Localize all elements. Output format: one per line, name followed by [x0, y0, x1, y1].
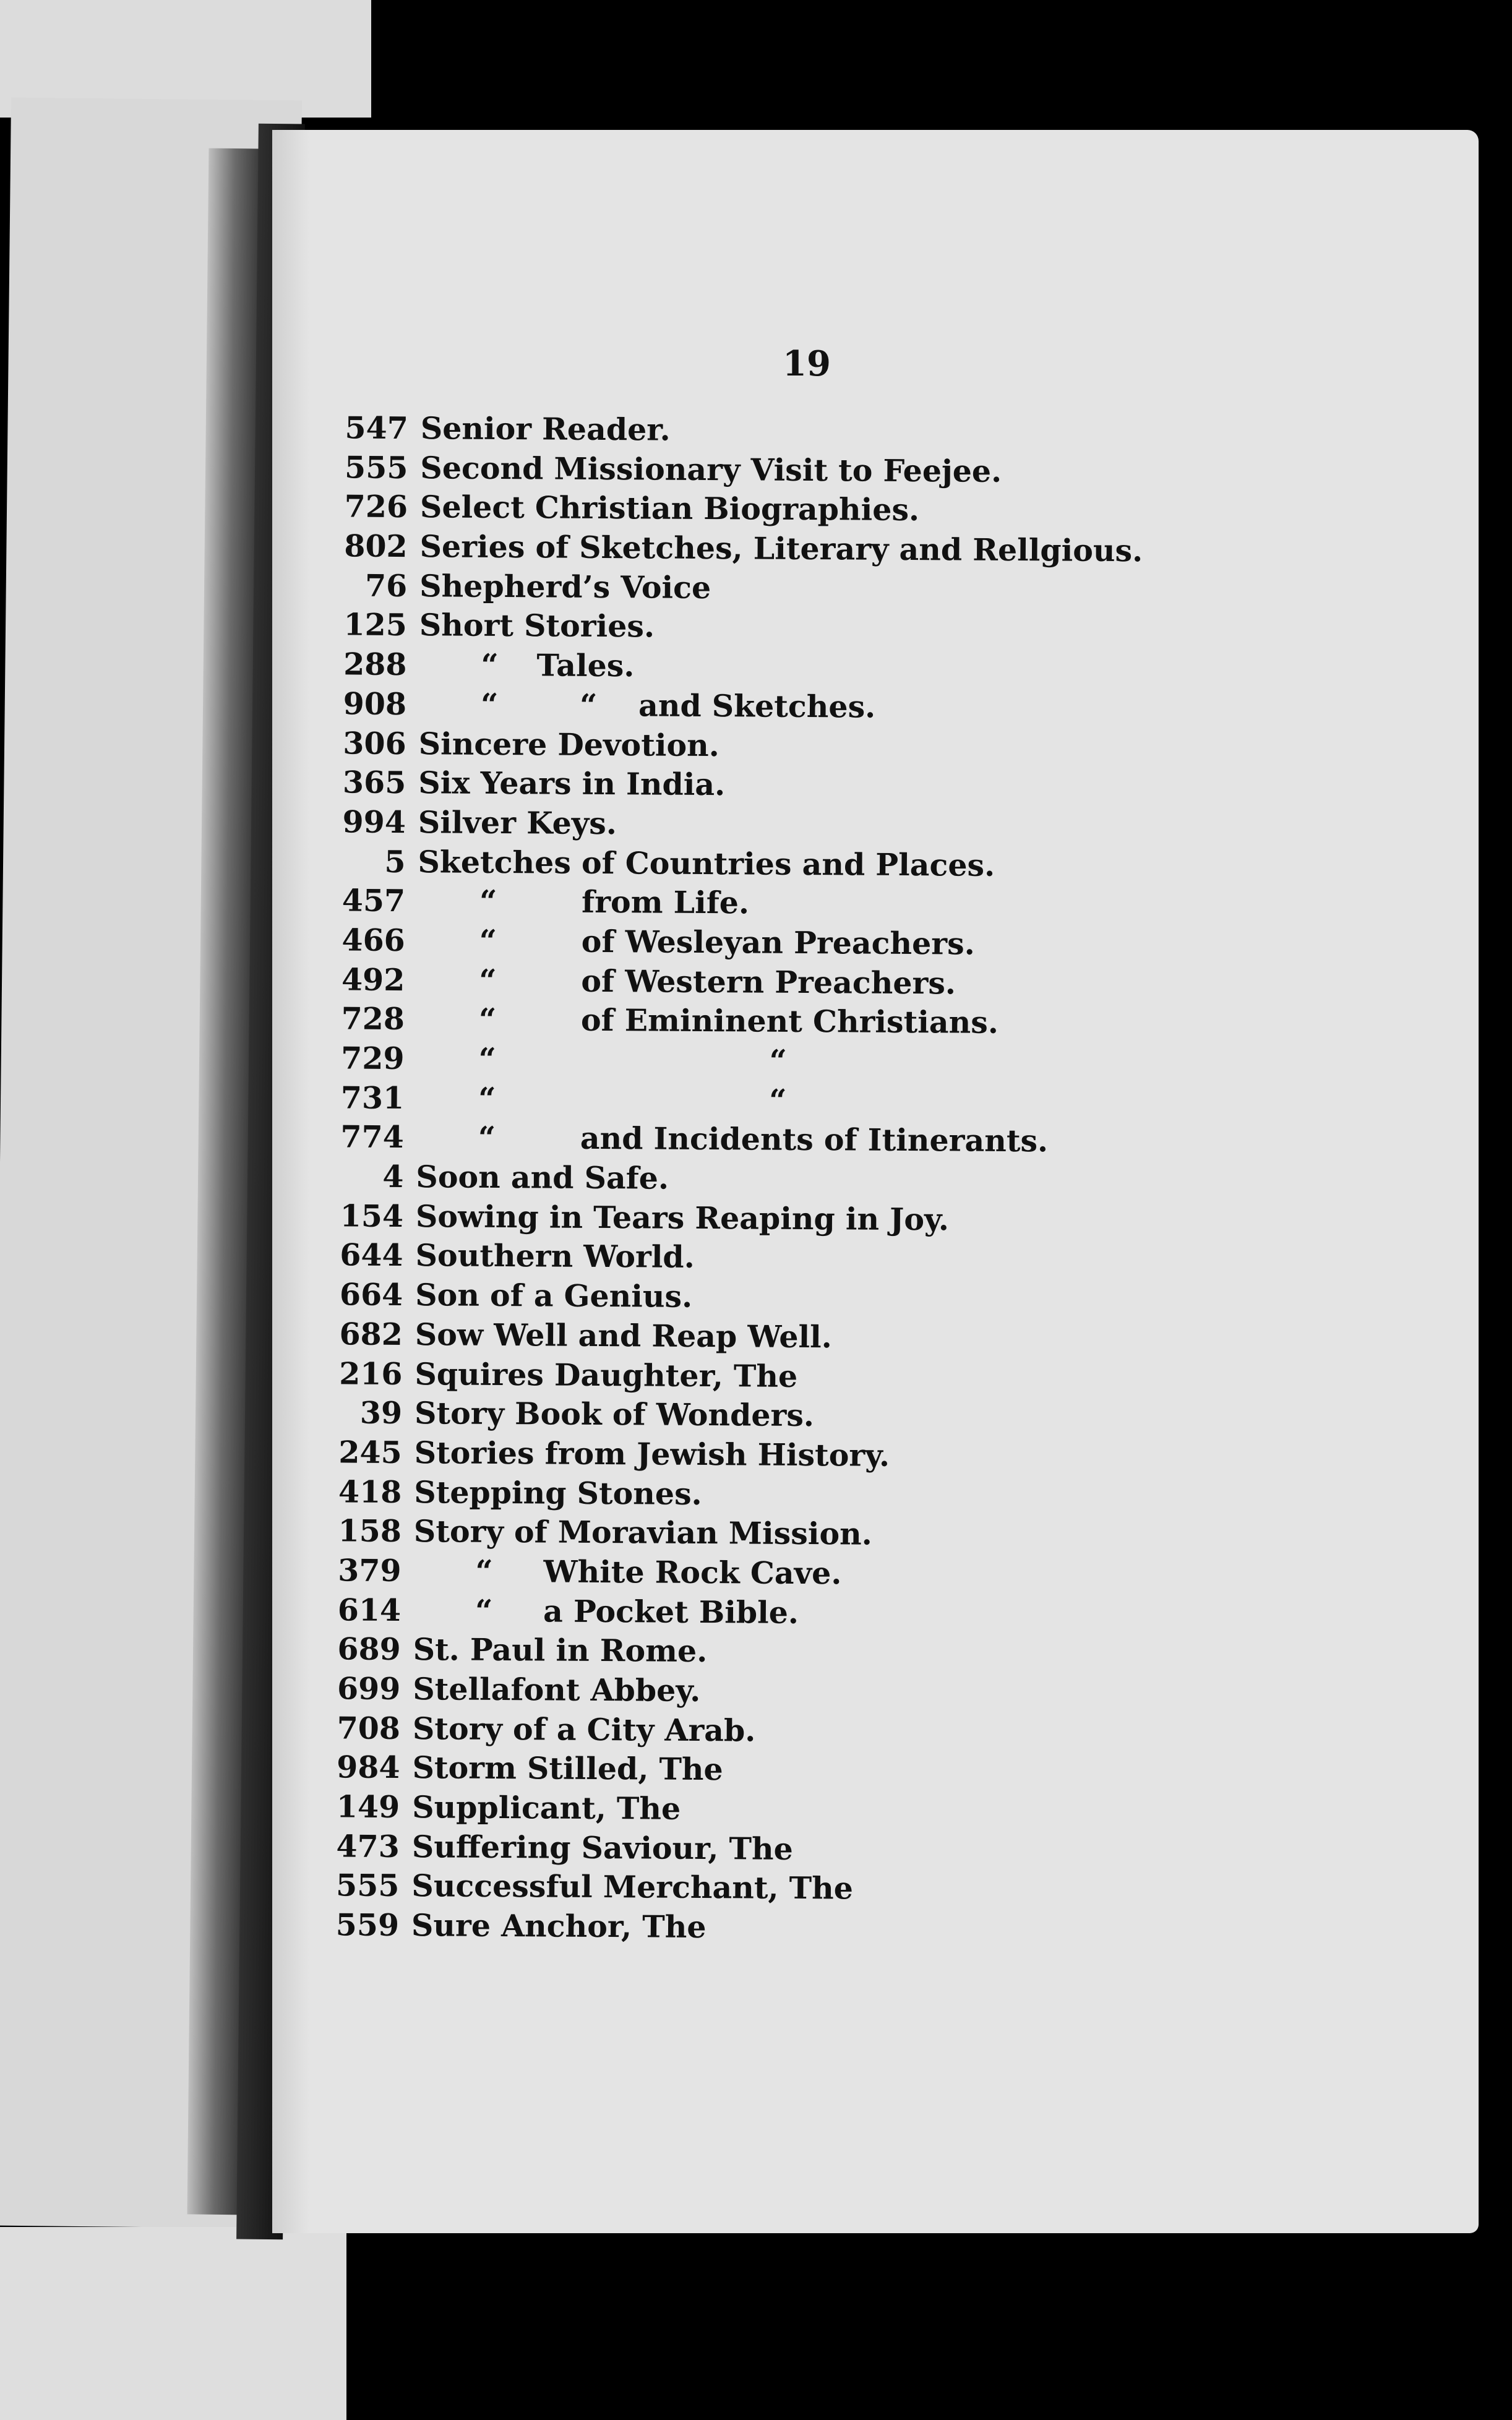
catalog-entry: [296, 1433, 1472, 1479]
ditto-mark: “: [478, 1120, 496, 1156]
entry-number: 125: [343, 606, 408, 643]
entry-number: 728: [341, 1000, 405, 1037]
catalog-entry: [298, 1315, 1473, 1361]
entry-number: 457: [341, 882, 406, 919]
entry-title: Southern World.: [415, 1237, 695, 1276]
entry-title: Story Book of Wonders.: [414, 1395, 815, 1434]
entry-number: 731: [340, 1079, 405, 1116]
entry-number: 154: [340, 1198, 404, 1234]
entry-number: 699: [337, 1670, 401, 1707]
entry-number: 708: [337, 1710, 401, 1746]
entry-title: White Rock Cave.: [543, 1553, 842, 1592]
entry-title: Select Christian Biographies.: [419, 489, 920, 528]
ditto-mark: “: [478, 1080, 496, 1117]
catalog-entry: [296, 1590, 1471, 1637]
catalog-entry: [302, 526, 1477, 573]
ditto-mark: “: [579, 687, 598, 723]
entry-number: 555: [335, 1867, 400, 1904]
entry-number: 306: [343, 724, 406, 762]
entry-number: 365: [342, 764, 406, 801]
ditto-mark: “: [480, 686, 499, 723]
catalog-entry: [294, 1866, 1469, 1912]
entry-number: 288: [343, 646, 407, 683]
catalog-entry: [296, 1511, 1472, 1558]
ditto-mark: “: [481, 646, 499, 684]
entry-number: 379: [338, 1552, 402, 1589]
entry-title: Sowing in Tears Reaping in Joy.: [415, 1198, 950, 1238]
catalog-entry: [296, 1472, 1472, 1519]
entry-number: 216: [338, 1355, 403, 1392]
entry-number: 559: [335, 1907, 400, 1944]
entry-title: Story of Moravian Mission.: [413, 1513, 872, 1552]
entry-title: Sow Well and Reap Well.: [415, 1316, 832, 1355]
catalog-entry: [294, 1787, 1470, 1834]
entry-number: 682: [339, 1316, 403, 1352]
catalog-entry: [301, 763, 1476, 809]
entry-title: and Incidents of Itinerants.: [580, 1120, 1049, 1159]
entry-number: 729: [341, 1040, 405, 1077]
catalog-entry: [301, 645, 1477, 691]
catalog-entry: [297, 1354, 1472, 1400]
catalog-entry: [303, 408, 1479, 455]
entry-number: 547: [345, 410, 408, 447]
catalog-entry: [301, 723, 1476, 770]
catalog-entry: [298, 1157, 1474, 1203]
entry-title: and Sketches.: [638, 687, 876, 725]
ditto-mark: “: [478, 1041, 496, 1077]
entry-title: Storm Stilled, The: [412, 1749, 723, 1788]
entry-title: Squires Daughter, The: [415, 1355, 798, 1394]
catalog-entry: [299, 960, 1475, 1006]
entry-number: 908: [343, 685, 407, 722]
ditto-mark: “: [475, 1553, 493, 1589]
entry-title: from Life.: [581, 884, 750, 921]
catalog-entry: [300, 881, 1475, 927]
ditto-mark: “: [478, 1002, 497, 1038]
catalog-entry: [299, 1117, 1474, 1164]
catalog-entry: [296, 1629, 1471, 1676]
entry-number: 644: [340, 1237, 403, 1274]
catalog-entry: [302, 566, 1477, 612]
entry-number: 473: [336, 1828, 400, 1864]
catalog-entry: [294, 1905, 1469, 1952]
entry-title: Soon and Safe.: [416, 1159, 669, 1196]
catalog-entry: [302, 605, 1477, 651]
entry-title: Stellafont Abbey.: [413, 1671, 701, 1709]
entry-title: St. Paul in Rome.: [413, 1631, 708, 1670]
entry-title: Series of Sketches, Literary and Rellgious.: [419, 528, 1143, 569]
entry-number: 158: [338, 1513, 402, 1550]
entry-title: of Western Preachers.: [581, 963, 956, 1002]
entry-title: Sincere Devotion.: [418, 725, 719, 763]
entry-number: 614: [337, 1592, 402, 1628]
entry-title: Supplicant, The: [412, 1789, 681, 1827]
entry-title: of Emininent Christians.: [580, 1002, 999, 1041]
entry-number: 466: [341, 922, 405, 958]
entry-number: 664: [339, 1276, 403, 1313]
entry-title: a Pocket Bible.: [543, 1593, 799, 1631]
ditto-mark: “: [479, 883, 497, 920]
entry-title: of Wesleyan Preachers.: [581, 923, 975, 962]
ditto-mark: “: [769, 1082, 787, 1118]
catalog-entry: [297, 1393, 1472, 1440]
catalog-entry: [295, 1669, 1471, 1715]
ditto-mark: “: [769, 1042, 787, 1079]
catalog-entry: [298, 1196, 1474, 1243]
entry-title: Short Stories.: [419, 607, 655, 645]
entry-title: Tales.: [536, 647, 635, 684]
catalog-entry: [299, 1078, 1474, 1125]
entry-number: 76: [364, 567, 408, 604]
catalog-entry: [294, 1748, 1470, 1794]
entry-number: 245: [338, 1434, 402, 1470]
entry-number: 802: [344, 528, 408, 565]
catalog-entry: [299, 1039, 1474, 1085]
entry-number: 555: [344, 449, 408, 486]
catalog-entry: [295, 1709, 1471, 1755]
catalog-entry: [300, 920, 1475, 967]
ditto-mark: “: [479, 922, 497, 959]
entry-number: 149: [336, 1788, 400, 1826]
entry-title: Stories from Jewish History.: [414, 1435, 890, 1474]
catalog-entry: [298, 1275, 1473, 1321]
previous-page-bottom-scrap: [0, 2227, 346, 2420]
entry-title: Suffering Saviour, The: [411, 1828, 793, 1867]
entry-number: 984: [337, 1749, 400, 1786]
ditto-mark: “: [479, 962, 497, 998]
entry-number: 774: [340, 1118, 404, 1156]
entry-title: Shepherd’s Voice: [419, 567, 711, 606]
entry-title: Silver Keys.: [418, 804, 617, 841]
catalog-entry: [300, 842, 1475, 888]
page-number: 19: [783, 343, 831, 384]
entry-title: Sure Anchor, The: [411, 1907, 707, 1946]
entry-number: 726: [344, 488, 408, 525]
entry-title: Sketches of Countries and Places.: [418, 843, 995, 883]
entry-title: Successful Merchant, The: [411, 1868, 854, 1907]
entry-title: Six Years in India.: [418, 765, 726, 803]
entry-title: Stepping Stones.: [414, 1474, 702, 1512]
catalog-entry: [303, 448, 1478, 494]
catalog-list: [294, 408, 1479, 1952]
entry-number: 689: [337, 1631, 401, 1668]
catalog-entry: [294, 1827, 1470, 1873]
catalog-entry: [298, 1235, 1473, 1282]
catalog-entry: [296, 1551, 1471, 1597]
catalog-entry: [299, 999, 1475, 1045]
entry-title: Story of a City Arab.: [412, 1710, 756, 1749]
entry-number: 5: [384, 843, 406, 880]
entry-title: Senior Reader.: [420, 410, 671, 448]
catalog-entry: [301, 684, 1477, 731]
entry-title: Second Missionary Visit to Feejee.: [420, 449, 1002, 489]
entry-number: 994: [342, 804, 406, 840]
entry-number: 492: [341, 961, 405, 998]
catalog-entry: [301, 802, 1476, 849]
catalog-entry: [303, 487, 1478, 533]
ditto-mark: “: [475, 1592, 493, 1629]
entry-number: 418: [338, 1473, 402, 1510]
entry-title: Son of a Genius.: [415, 1277, 693, 1315]
entry-number: 39: [359, 1394, 403, 1431]
entry-number: 4: [382, 1158, 404, 1195]
